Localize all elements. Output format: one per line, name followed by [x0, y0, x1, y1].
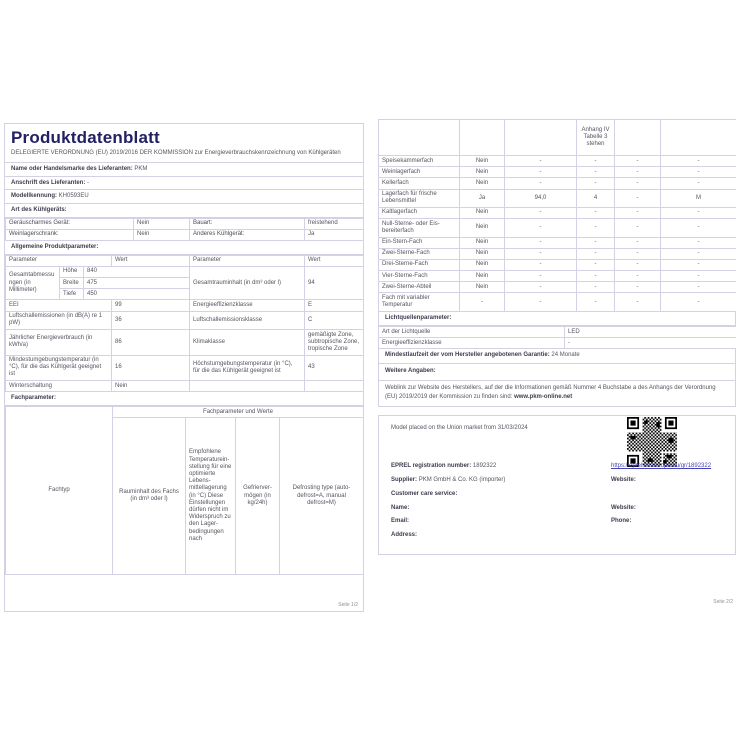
compartment-volume: - — [505, 259, 577, 270]
parameter-label-1: EEI — [6, 300, 112, 311]
eprel-registration-row — [391, 463, 723, 471]
type-label-2: Anderes Kühlgerät: — [190, 229, 305, 240]
compartment-volume: - — [505, 207, 577, 218]
model-id-value: KH0593EU — [58, 193, 89, 200]
compartment-row — [379, 259, 736, 270]
parameter-value-2: E — [305, 300, 364, 311]
compartment-defrost-type: - — [661, 248, 736, 259]
website-label: Website: — [611, 476, 636, 483]
parameter-value-1: Nein — [112, 381, 190, 392]
compartment-row — [379, 219, 736, 237]
page-2-footer: Seite 2/2 — [713, 599, 733, 605]
appliance-type-row — [6, 218, 364, 229]
general-parameter-row — [6, 381, 364, 392]
model-id-row — [5, 190, 363, 204]
page-1-footer: Seite 1/2 — [338, 602, 358, 608]
compartment-freezing-capacity: - — [615, 178, 661, 189]
compartment-defrost-type: - — [661, 167, 736, 178]
compartment-name: Vier-Sterne-Fach — [379, 271, 460, 282]
compartment-temp-setting: - — [577, 219, 615, 237]
further-information-heading: Weitere Angaben: — [378, 364, 736, 381]
compartment-volume: - — [505, 248, 577, 259]
parameter-label-2: Luftschallemissionsklasse — [190, 311, 305, 329]
compartment-temp-setting: - — [577, 282, 615, 293]
compartment-temp-setting: - — [577, 248, 615, 259]
compartment-header-table — [5, 406, 364, 575]
parameter-value-1: 36 — [112, 311, 190, 329]
light-source-table — [378, 326, 736, 349]
compartment-name: Drei-Sterne-Fach — [379, 259, 460, 270]
compartment-name: Speisekammerfach — [379, 156, 460, 167]
compartment-present: Nein — [460, 167, 505, 178]
contact-name-row — [391, 505, 723, 513]
dimension-height-label: Höhe — [60, 266, 84, 277]
compartment-volume: - — [505, 237, 577, 248]
compartment-temp-setting: - — [577, 237, 615, 248]
supplier-address-value: - — [87, 179, 90, 186]
col-header-value-1: Wert — [112, 255, 190, 266]
eprel-number: 1892322 — [472, 463, 497, 470]
warranty-value: 24 Monate — [551, 352, 580, 359]
compartment-row — [379, 237, 736, 248]
compartment-volume: - — [505, 293, 577, 311]
general-table-header — [6, 255, 364, 266]
compartment-row — [379, 189, 736, 207]
compartment-freezing-capacity: - — [615, 207, 661, 218]
compartment-name: Kellerfach — [379, 178, 460, 189]
dimension-depth-value: 450 — [84, 289, 190, 300]
compartment-temp-setting: - — [577, 207, 615, 218]
compartment-temp-setting: - — [577, 259, 615, 270]
col-header-parameter-2: Parameter — [190, 255, 305, 266]
customer-care-row — [391, 491, 723, 499]
qr-code — [627, 417, 677, 467]
type-value-2: Ja — [305, 229, 364, 240]
compartment-freezing-capacity: - — [615, 271, 661, 282]
type-label-1: Geräuscharmes Gerät: — [6, 218, 134, 229]
parameter-value-2: 43 — [305, 355, 364, 381]
parameter-value-2 — [305, 381, 364, 392]
compartment-freezing-capacity: - — [615, 189, 661, 207]
col-header-freezing-capacity: Gefriervermögen (in kg/24h) — [236, 418, 280, 575]
parameter-label-1: Jährlicher Energieverbrauch (in kWh/a) — [6, 330, 112, 356]
compartment-defrost-type: - — [661, 156, 736, 167]
supplier-name-label: Name oder Handelsmarke des Lieferanten: — [11, 165, 133, 172]
supplier-value: PKM GmbH & Co. KG (importer) — [418, 476, 506, 483]
compartment-row — [379, 293, 736, 311]
light-parameter-value: LED — [565, 327, 736, 338]
parameter-value-2: gemäßigte Zone, subtropische Zone, tropische Zone — [305, 330, 364, 356]
compartment-row — [379, 207, 736, 218]
contact-address-row — [391, 532, 723, 540]
compartment-present: Nein — [460, 237, 505, 248]
compartment-name: Weinlagerfach — [379, 167, 460, 178]
compartment-temp-setting: - — [577, 178, 615, 189]
compartment-freezing-capacity: - — [615, 219, 661, 237]
compartment-volume: - — [505, 178, 577, 189]
contact-email-row — [391, 518, 723, 526]
parameter-label-2: Höchstumgebungstemperatur (in °C), für die das Kühlgerät geeignet ist — [190, 355, 305, 381]
light-source-row — [379, 338, 736, 349]
supplier-row — [391, 477, 723, 485]
general-parameters-heading: Allgemeine Produktparameter: — [5, 241, 363, 255]
parameter-label-1: Luftschallemissionen (in dB(A) re 1 pW) — [6, 311, 112, 329]
type-value-1: Nein — [134, 229, 190, 240]
compartment-temp-setting: - — [577, 156, 615, 167]
compartment-defrost-type: - — [661, 237, 736, 248]
supplier-address-row — [5, 177, 363, 191]
compartment-present: Nein — [460, 178, 505, 189]
general-parameter-row — [6, 330, 364, 356]
dimension-width-value: 475 — [84, 278, 190, 289]
col-header-defrost-type: Defrosting type (auto-defrost=A, manual defrost=M) — [280, 418, 364, 575]
customer-care-label: Customer care service: — [391, 490, 458, 497]
eprel-label: EPREL registration number: — [391, 463, 472, 470]
empty-header-cell — [379, 120, 460, 156]
compartment-freezing-capacity: - — [615, 156, 661, 167]
parameter-label-2: Klimaklasse — [190, 330, 305, 356]
col-header-volume: Rauminhalt des Fachs (in dm³ oder l) — [113, 418, 186, 575]
compartment-present: Ja — [460, 189, 505, 207]
website-label-2: Website: — [611, 504, 636, 511]
compartment-group-header: Fachparameter und Werte — [113, 407, 364, 418]
compartment-present: Nein — [460, 219, 505, 237]
compartment-parameters-heading: Fachparameter: — [5, 392, 363, 406]
compartment-present: Nein — [460, 156, 505, 167]
col-header-value-2: Wert — [305, 255, 364, 266]
compartment-row — [379, 248, 736, 259]
compartment-temp-setting: - — [577, 271, 615, 282]
compartment-defrost-type: - — [661, 259, 736, 270]
type-label-2: Bauart: — [190, 218, 305, 229]
eprel-link[interactable]: https://eprel.ec.europa.eu/qr/1892322 — [611, 463, 712, 470]
compartment-defrost-type: - — [661, 207, 736, 218]
regulation-subtitle: DELEGIERTE VERORDNUNG (EU) 2019/2016 DER KOMMISSION zur Energieverbrauchskennzeichnung von Kühlgeräten — [11, 149, 341, 156]
parameter-value-1: 86 — [112, 330, 190, 356]
type-value-2: freistehend — [305, 218, 364, 229]
empty-header-cell — [615, 120, 661, 156]
parameter-label-2: Energieeffizienzklasse — [190, 300, 305, 311]
compartment-defrost-type: - — [661, 282, 736, 293]
compartment-name: Fach mit variabler Temperatur — [379, 293, 460, 311]
compartment-defrost-type: - — [661, 219, 736, 237]
compartment-defrost-type: - — [661, 271, 736, 282]
compartment-row — [379, 167, 736, 178]
compartment-present: Nein — [460, 271, 505, 282]
compartment-name: Lagerfach für frische Lebensmittel — [379, 189, 460, 207]
datasheet-page-2 — [378, 119, 736, 555]
total-volume-label: Gesamtrauminhalt (in dm³ oder l) — [190, 266, 305, 300]
compartment-volume: 94,0 — [505, 189, 577, 207]
dimensions-label: Gesamtabmessungen (in Millimeter) — [6, 266, 60, 300]
compartment-type-corner: Fachtyp — [6, 407, 113, 575]
compartment-present: Nein — [460, 259, 505, 270]
compartment-row — [379, 282, 736, 293]
manufacturer-weblink-row — [378, 381, 736, 407]
compartment-name: Kaltlagerfach — [379, 207, 460, 218]
compartment-volume: - — [505, 271, 577, 282]
compartment-present: - — [460, 293, 505, 311]
compartment-freezing-capacity: - — [615, 167, 661, 178]
empty-header-cell — [505, 120, 577, 156]
supplier-name-row — [5, 162, 363, 177]
general-parameter-row — [6, 300, 364, 311]
compartment-freezing-capacity: - — [615, 282, 661, 293]
dimension-width-label: Breite — [60, 278, 84, 289]
market-info-box — [378, 415, 736, 555]
contact-address-label: Address: — [391, 532, 418, 539]
compartment-defrost-type: M — [661, 189, 736, 207]
col-header-temp-setting: Empfohlene Temperatureinstellung für eine optimierte Lebensmittellagerung (in °C) Diese Einstellungen dürfen nicht im Widerspruch zu den Lagerbedingungen nach — [186, 418, 236, 575]
compartment-name: Zwei-Sterne-Fach — [379, 248, 460, 259]
compartment-freezing-capacity: - — [615, 248, 661, 259]
total-volume-value: 94 — [305, 266, 364, 300]
compartment-freezing-capacity: - — [615, 259, 661, 270]
manufacturer-website-link[interactable]: www.pkm-online.net — [514, 394, 573, 401]
type-value-1: Nein — [134, 218, 190, 229]
type-label-1: Weinlagerschrank: — [6, 229, 134, 240]
dimension-depth-label: Tiefe — [60, 289, 84, 300]
compartment-temp-setting: - — [577, 167, 615, 178]
compartment-freezing-capacity: - — [615, 237, 661, 248]
compartment-volume: - — [505, 282, 577, 293]
compartment-name: Null-Sterne- oder Eisbereiterfach — [379, 219, 460, 237]
contact-phone-label: Phone: — [611, 518, 632, 525]
appliance-type-heading: Art des Kühlgeräts: — [5, 204, 363, 218]
parameter-value-1: 99 — [112, 300, 190, 311]
page-title: Produktdatenblatt — [11, 128, 160, 147]
general-parameter-row — [6, 311, 364, 329]
parameter-label-1: Mindestumgebungstemperatur (in °C), für die das Kühlgerät geeignet ist — [6, 355, 112, 381]
light-source-row — [379, 327, 736, 338]
supplier-address-label: Anschrift des Lieferanten: — [11, 179, 86, 186]
market-placement-text: Model placed on the Union market from 31/03/2024 — [391, 424, 528, 431]
contact-name-label: Name: — [391, 504, 410, 511]
supplier-name-value: PKM — [134, 165, 148, 172]
parameter-label-2 — [190, 381, 305, 392]
parameter-value-2: C — [305, 311, 364, 329]
compartment-freezing-capacity: - — [615, 293, 661, 311]
empty-header-cell — [661, 120, 736, 156]
light-parameter-label: Energieeffizienzklasse — [379, 338, 565, 349]
compartment-name: Zwei-Sterne-Abteil — [379, 282, 460, 293]
model-id-label: Modellkennung: — [11, 193, 57, 200]
datasheet-page-1 — [4, 123, 364, 612]
compartment-present: Nein — [460, 248, 505, 259]
compartment-present: Nein — [460, 207, 505, 218]
supplier-label: Supplier: — [391, 476, 418, 483]
compartment-volume: - — [505, 167, 577, 178]
compartment-temp-setting: - — [577, 293, 615, 311]
light-source-heading: Lichtquellenparameter: — [378, 312, 736, 326]
compartment-defrost-type: - — [661, 178, 736, 189]
compartment-defrost-type: - — [661, 293, 736, 311]
compartment-values-table — [378, 119, 736, 312]
compartment-volume: - — [505, 219, 577, 237]
warranty-label: Mindestlaufzeit der vom Hersteller angebotenen Garantie: — [385, 352, 550, 359]
dimension-height-value: 840 — [84, 266, 190, 277]
compartment-temp-setting: 4 — [577, 189, 615, 207]
warranty-row — [378, 349, 736, 363]
col-header-parameter-1: Parameter — [6, 255, 112, 266]
contact-email-label: Email: — [391, 518, 410, 525]
compartment-name: Ein-Stern-Fach — [379, 237, 460, 248]
light-parameter-label: Art der Lichtquelle — [379, 327, 565, 338]
light-parameter-value: - — [565, 338, 736, 349]
compartment-row — [379, 271, 736, 282]
parameter-label-1: Winterschaltung — [6, 381, 112, 392]
appliance-type-table — [5, 218, 364, 241]
compartment-row — [379, 178, 736, 189]
compartment-group-header-row — [6, 407, 364, 418]
weblink-text: Weblink zur Website des Herstellers, auf der die Informationen gemäß Nummer 4 Buchstabe a des Anhangs der Verordnung (EU) 2019/2019 der Kommission zu finden sind: — [385, 384, 716, 401]
general-parameters-table — [5, 255, 364, 393]
dimensions-row — [6, 266, 364, 277]
compartment-table-header-row — [379, 120, 736, 156]
empty-header-cell — [460, 120, 505, 156]
compartment-volume: - — [505, 156, 577, 167]
compartment-present: Nein — [460, 282, 505, 293]
general-parameter-row — [6, 355, 364, 381]
appliance-type-row — [6, 229, 364, 240]
annex-note-header: Anhang IV Tabelle 3 stehen — [577, 120, 615, 156]
parameter-value-1: 16 — [112, 355, 190, 381]
compartment-row — [379, 156, 736, 167]
